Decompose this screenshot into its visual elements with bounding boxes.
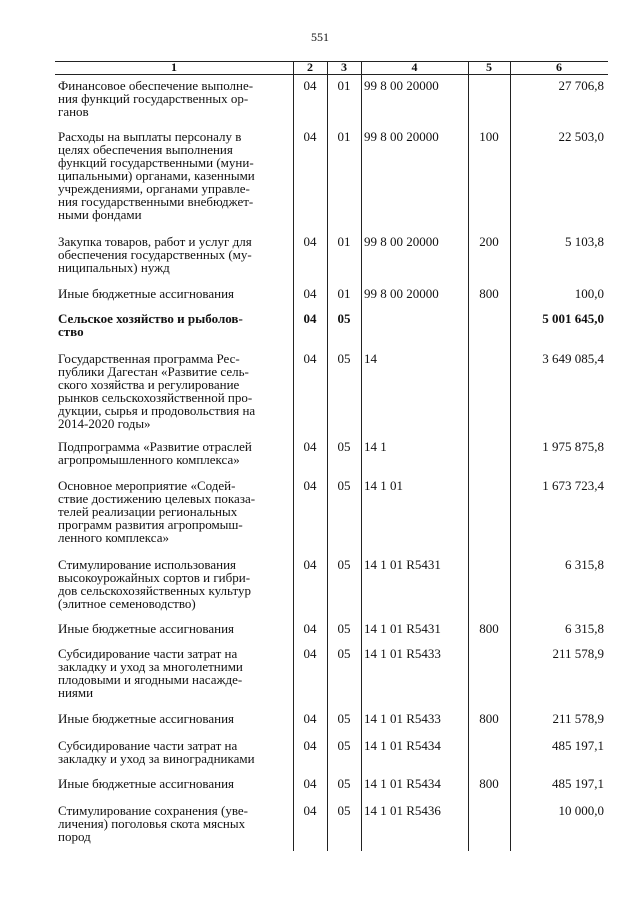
description-line: Финансовое обеспечение выполне- — [58, 78, 254, 93]
description-line: ными фондами — [58, 207, 142, 222]
section-code: 04 — [303, 738, 317, 753]
page-number: 551 — [311, 30, 329, 44]
description-line: ленного комплекса» — [58, 530, 169, 545]
amount: 3 649 085,4 — [542, 351, 604, 366]
description-line: ского хозяйства и регулирование — [58, 377, 240, 392]
row-description — [58, 287, 290, 300]
section-code: 04 — [303, 621, 317, 636]
subsection-code: 05 — [337, 311, 351, 326]
section-code: 04 — [303, 234, 317, 249]
description-line: Подпрограмма «Развитие отраслей — [58, 439, 252, 454]
description-line: Субсидирование части затрат на — [58, 738, 238, 753]
subsection-code: 01 — [337, 234, 351, 249]
target-article-code: 14 1 01 R5433 — [364, 646, 441, 661]
expense-type-code: 800 — [479, 776, 499, 791]
description-line: ципальными) органами, казенными — [58, 168, 255, 183]
target-article-code: 14 — [364, 351, 377, 366]
description-line: закладку и уход за многолетними — [58, 659, 243, 674]
expense-type-code: 200 — [479, 234, 499, 249]
section-code: 04 — [303, 646, 317, 661]
row-description — [58, 352, 290, 430]
description-line: программ развития агропромыш- — [58, 517, 243, 532]
description-line: Расходы на выплаты персоналу в — [58, 129, 242, 144]
row-description — [58, 739, 290, 765]
subsection-code: 01 — [337, 286, 351, 301]
description-line: функций государственными (муни- — [58, 155, 254, 170]
column-divider — [327, 61, 328, 851]
description-line: личения) поголовья скота мясных — [58, 816, 246, 831]
expense-type-code: 800 — [479, 621, 499, 636]
target-article-code: 14 1 01 — [364, 478, 403, 493]
header-col-3: 3 — [341, 60, 347, 74]
target-article-code: 14 1 01 R5436 — [364, 803, 441, 818]
subsection-code: 05 — [337, 621, 351, 636]
target-article-code: 14 1 01 R5434 — [364, 738, 441, 753]
section-code: 04 — [303, 311, 317, 326]
column-divider — [510, 61, 511, 851]
row-description — [58, 804, 290, 843]
header-col-1: 1 — [171, 60, 177, 74]
amount: 22 503,0 — [558, 129, 604, 144]
description-line: плодовыми и ягодными насажде- — [58, 672, 243, 687]
section-code: 04 — [303, 478, 317, 493]
amount: 5 103,8 — [565, 234, 604, 249]
row-description — [58, 712, 290, 725]
description-line: рынков сельскохозяйственной про- — [58, 390, 253, 405]
description-line: ство — [58, 324, 84, 339]
description-line: Субсидирование части затрат на — [58, 646, 238, 661]
description-line: ганов — [58, 104, 89, 119]
description-line: Стимулирование использования — [58, 557, 237, 572]
description-line: закладку и уход за виноградниками — [58, 751, 255, 766]
section-code: 04 — [303, 286, 317, 301]
amount: 27 706,8 — [558, 78, 604, 93]
target-article-code: 14 1 01 R5433 — [364, 711, 441, 726]
header-bottom-border — [55, 74, 608, 75]
description-line: ния функций государственных ор- — [58, 91, 249, 106]
column-divider — [293, 61, 294, 851]
target-article-code: 14 1 01 R5431 — [364, 557, 441, 572]
row-description — [58, 235, 290, 274]
description-line: ствие достижению целевых показа- — [58, 491, 256, 506]
description-line: целях обеспечения выполнения — [58, 142, 233, 157]
row-description — [58, 479, 290, 544]
target-article-code: 14 1 01 R5431 — [364, 621, 441, 636]
description-line: публики Дагестан «Развитие сель- — [58, 364, 249, 379]
section-code: 04 — [303, 776, 317, 791]
description-line: Государственная программа Рес- — [58, 351, 240, 366]
row-description — [58, 312, 290, 338]
expense-type-code: 800 — [479, 286, 499, 301]
description-line: Иные бюджетные ассигнования — [58, 621, 235, 636]
description-line: 2014-2020 годы» — [58, 416, 151, 431]
row-description — [58, 647, 290, 699]
description-line: Иные бюджетные ассигнования — [58, 286, 235, 301]
amount: 5 001 645,0 — [542, 311, 604, 326]
description-line: телей реализации региональных — [58, 504, 238, 519]
row-description — [58, 622, 290, 635]
subsection-code: 05 — [337, 738, 351, 753]
header-col-4: 4 — [411, 60, 418, 74]
budget-table — [55, 61, 608, 861]
row-description — [58, 777, 290, 790]
description-line: Закупка товаров, работ и услуг для — [58, 234, 252, 249]
target-article-code: 99 8 00 20000 — [364, 286, 439, 301]
description-line: агропромышленного комплекса» — [58, 452, 240, 467]
row-description — [58, 440, 290, 466]
description-line: Основное мероприятие «Содей- — [58, 478, 236, 493]
header-col-6: 6 — [556, 60, 562, 74]
subsection-code: 05 — [337, 711, 351, 726]
section-code: 04 — [303, 78, 317, 93]
amount: 1 975 875,8 — [542, 439, 604, 454]
description-line: (элитное семеноводство) — [58, 596, 196, 611]
target-article-code: 99 8 00 20000 — [364, 78, 439, 93]
description-line: дов сельскохозяйственных культур — [58, 583, 251, 598]
description-line: пород — [58, 829, 91, 844]
description-line: высокоурожайных сортов и гибри- — [58, 570, 251, 585]
subsection-code: 05 — [337, 557, 351, 572]
description-line: учреждениями, органами управле- — [58, 181, 250, 196]
subsection-code: 05 — [337, 803, 351, 818]
section-code: 04 — [303, 351, 317, 366]
row-description — [58, 79, 290, 118]
row-description — [58, 130, 290, 221]
column-divider — [468, 61, 469, 851]
description-line: Сельское хозяйство и рыболов- — [58, 311, 243, 326]
amount: 6 315,8 — [565, 557, 604, 572]
section-code: 04 — [303, 803, 317, 818]
description-line: ния государственными внебюджет- — [58, 194, 254, 209]
header-col-2: 2 — [307, 60, 313, 74]
expense-type-code: 800 — [479, 711, 499, 726]
description-line: дукции, сырья и продовольствия на — [58, 403, 256, 418]
description-line: ниципальных) нужд — [58, 260, 170, 275]
subsection-code: 05 — [337, 776, 351, 791]
amount: 211 578,9 — [552, 646, 604, 661]
amount: 100,0 — [574, 286, 604, 301]
amount: 1 673 723,4 — [542, 478, 604, 493]
section-code: 04 — [303, 129, 317, 144]
amount: 10 000,0 — [558, 803, 604, 818]
description-line: Иные бюджетные ассигнования — [58, 776, 235, 791]
row-description — [58, 558, 290, 610]
subsection-code: 05 — [337, 478, 351, 493]
section-code: 04 — [303, 711, 317, 726]
description-line: обеспечения государственных (му- — [58, 247, 252, 262]
expense-type-code: 100 — [479, 129, 499, 144]
subsection-code: 05 — [337, 351, 351, 366]
subsection-code: 01 — [337, 129, 351, 144]
subsection-code: 01 — [337, 78, 351, 93]
amount: 485 197,1 — [552, 776, 604, 791]
column-divider — [361, 61, 362, 851]
target-article-code: 99 8 00 20000 — [364, 234, 439, 249]
section-code: 04 — [303, 439, 317, 454]
header-col-5: 5 — [486, 60, 492, 74]
amount: 485 197,1 — [552, 738, 604, 753]
amount: 211 578,9 — [552, 711, 604, 726]
description-line: Иные бюджетные ассигнования — [58, 711, 235, 726]
description-line: Стимулирование сохранения (уве- — [58, 803, 248, 818]
target-article-code: 99 8 00 20000 — [364, 129, 439, 144]
target-article-code: 14 1 01 R5434 — [364, 776, 441, 791]
subsection-code: 05 — [337, 439, 351, 454]
description-line: ниями — [58, 685, 94, 700]
section-code: 04 — [303, 557, 317, 572]
target-article-code: 14 1 — [364, 439, 387, 454]
subsection-code: 05 — [337, 646, 351, 661]
amount: 6 315,8 — [565, 621, 604, 636]
